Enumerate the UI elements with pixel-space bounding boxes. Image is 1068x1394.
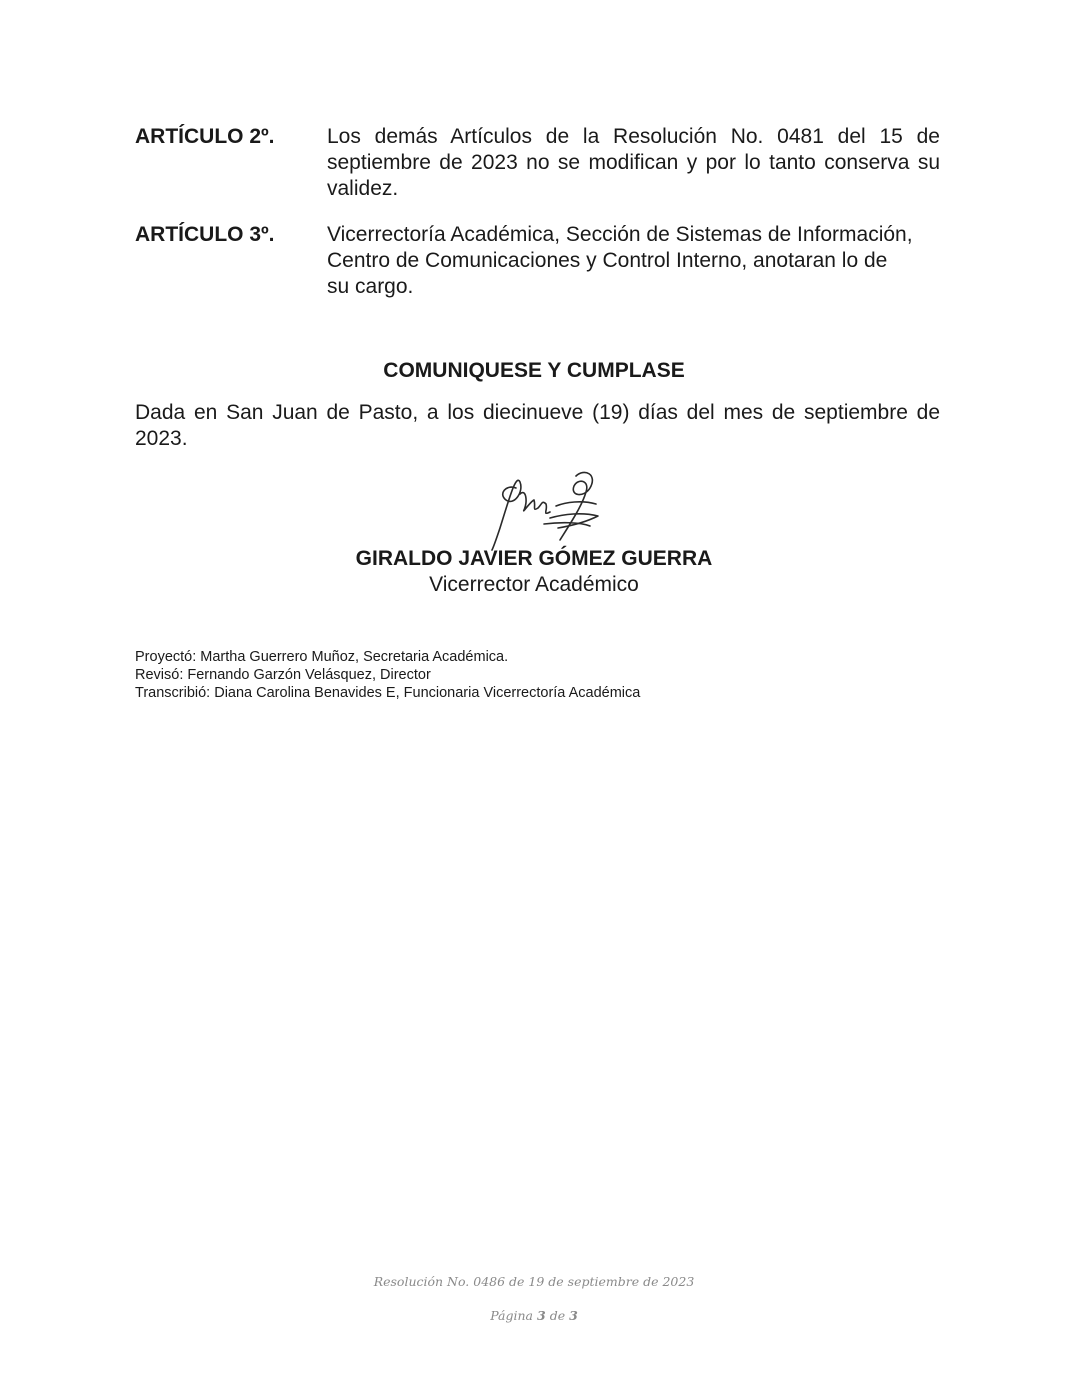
credit-transcribed: Transcribió: Diana Carolina Benavides E, Funcionaria Vicerrectoría Académica (135, 685, 641, 701)
article-2-line-1: Los demás Artículos de la Resolución No. 0481 del 15 de (327, 125, 940, 148)
footer-page-current: 3 (537, 1308, 546, 1323)
article-3-text (327, 222, 940, 300)
article-3-line-2: Centro de Comunicaciones y Control Interno, anotaran lo de (327, 249, 888, 272)
article-3-line-3: su cargo. (327, 275, 414, 298)
signer-name: GIRALDO JAVIER GÓMEZ GUERRA (355, 547, 713, 570)
footer-page-number (0, 1308, 1068, 1323)
credit-reviewed: Revisó: Fernando Garzón Velásquez, Director (135, 667, 431, 683)
article-2-label: ARTÍCULO 2º. (135, 125, 275, 148)
article-2-text (327, 124, 940, 202)
closing-heading: COMUNIQUESE Y CUMPLASE (383, 359, 685, 382)
article-3-line-1: Vicerrectoría Académica, Sección de Sistemas de Información, (327, 223, 913, 246)
footer-resolution: Resolución No. 0486 de 19 de septiembre de 2023 (373, 1274, 695, 1289)
credit-projected: Proyectó: Martha Guerrero Muñoz, Secretaria Académica. (135, 649, 509, 665)
footer-page-sep: de (549, 1308, 566, 1323)
article-2-line-2: septiembre de 2023 no se modifican y por lo tanto conserva su (327, 151, 940, 174)
given-line-1: Dada en San Juan de Pasto, a los diecinueve (19) días del mes de septiembre de (135, 401, 940, 424)
article-2-line-3: validez. (327, 177, 399, 200)
article-3-label: ARTÍCULO 3º. (135, 223, 275, 246)
given-line-2: 2023. (135, 427, 188, 450)
handwritten-signature (486, 466, 606, 556)
footer-page-prefix: Página (490, 1308, 534, 1323)
given-paragraph (135, 400, 940, 452)
credits-block (135, 648, 640, 702)
footer-page-total: 3 (569, 1308, 578, 1323)
signer-role: Vicerrector Académico (429, 573, 639, 596)
